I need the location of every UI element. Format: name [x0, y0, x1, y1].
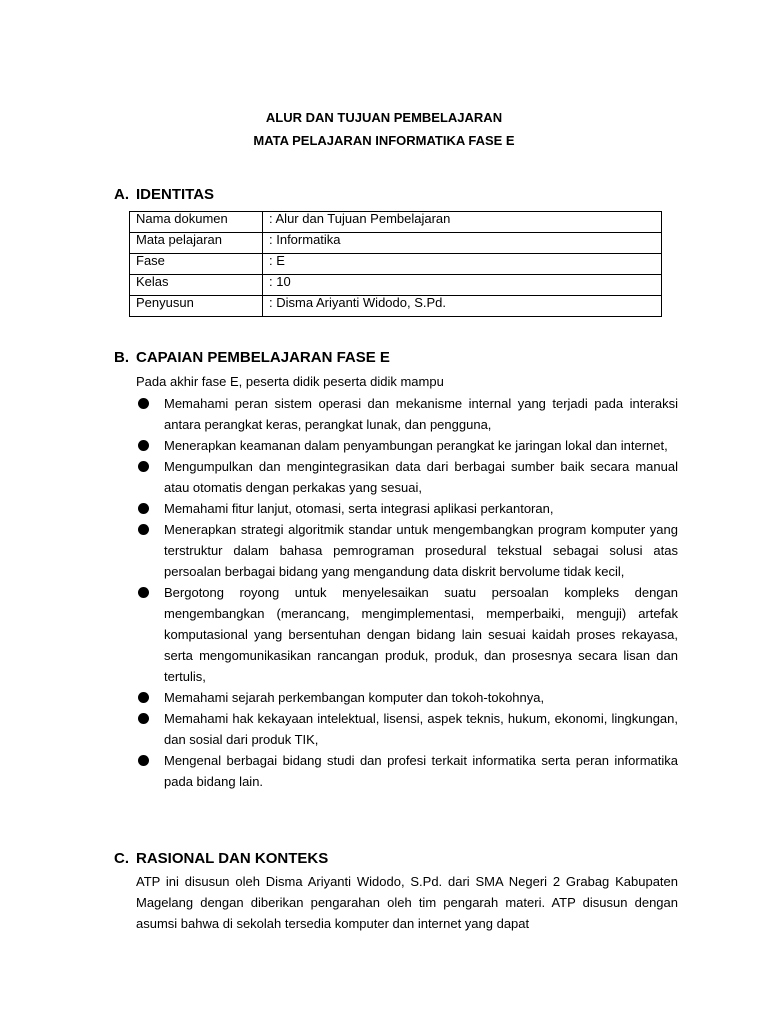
- list-item: [136, 708, 678, 750]
- section-b-letter: B.: [114, 349, 129, 366]
- list-item: [136, 393, 678, 435]
- bullet-icon: [138, 587, 149, 598]
- bullet-icon: [138, 755, 149, 766]
- table-row: [130, 233, 662, 254]
- identity-key: Penyusun: [130, 296, 263, 317]
- identity-value: : E: [263, 254, 662, 275]
- bullet-icon: [138, 692, 149, 703]
- section-c-letter: C.: [114, 850, 129, 867]
- list-item: [136, 750, 678, 792]
- section-b-intro: Pada akhir fase E, peserta didik peserta didik mampu: [136, 374, 444, 389]
- section-a-letter: A.: [114, 186, 129, 203]
- document-title-line-2: MATA PELAJARAN INFORMATIKA FASE E: [253, 133, 515, 148]
- list-item: [136, 435, 678, 456]
- list-item-text: Memahami sejarah perkembangan komputer dan tokoh-tokohnya,: [164, 690, 545, 705]
- section-b-heading: [114, 349, 390, 366]
- list-item-text: Memahami hak kekayaan intelektual, lisensi, aspek teknis, hukum, ekonomi, lingkungan, dan sosial dari produk TIK,: [164, 711, 678, 747]
- section-a-heading: [114, 186, 214, 203]
- table-row: [130, 296, 662, 317]
- list-item-text: Memahami peran sistem operasi dan mekanisme internal yang terjadi pada interaksi antara perangkat keras, perangkat lunak, dan pengguna,: [164, 396, 678, 432]
- table-row: [130, 254, 662, 275]
- identity-key: Nama dokumen: [130, 212, 263, 233]
- list-item-text: Menerapkan keamanan dalam penyambungan perangkat ke jaringan lokal dan internet,: [164, 438, 668, 453]
- bullet-icon: [138, 440, 149, 451]
- list-item: [136, 687, 678, 708]
- list-item: [136, 519, 678, 582]
- document-title-line-1: ALUR DAN TUJUAN PEMBELAJARAN: [265, 110, 503, 125]
- identity-value: : Informatika: [263, 233, 662, 254]
- section-b-title: CAPAIAN PEMBELAJARAN FASE E: [136, 349, 390, 366]
- list-item: [136, 456, 678, 498]
- list-item: [136, 498, 678, 519]
- identity-table: [129, 211, 662, 317]
- bullet-icon: [138, 503, 149, 514]
- bullet-icon: [138, 461, 149, 472]
- identity-key: Mata pelajaran: [130, 233, 263, 254]
- learning-outcomes-list: [136, 393, 678, 792]
- list-item: [136, 582, 678, 687]
- identity-key: Kelas: [130, 275, 263, 296]
- section-a-title: IDENTITAS: [136, 186, 215, 203]
- list-item-text: Menerapkan strategi algoritmik standar untuk mengembangkan program komputer yang terstruktur dalam bahasa pemrograman prosedural tekstual sebagai solusi atas persoalan berbagai bidang yang mengandung data diskrit bervolume tidak kecil,: [164, 522, 678, 579]
- list-item-text: Mengenal berbagai bidang studi dan profesi terkait informatika serta peran informatika pada bidang lain.: [164, 753, 678, 789]
- bullet-icon: [138, 524, 149, 535]
- identity-key: Fase: [130, 254, 263, 275]
- bullet-icon: [138, 398, 149, 409]
- list-item-text: Memahami fitur lanjut, otomasi, serta integrasi aplikasi perkantoran,: [164, 501, 554, 516]
- table-row: [130, 212, 662, 233]
- table-row: [130, 275, 662, 296]
- identity-value: : 10: [263, 275, 662, 296]
- identity-value: : Disma Ariyanti Widodo, S.Pd.: [263, 296, 662, 317]
- section-c-text: ATP ini disusun oleh Disma Ariyanti Widodo, S.Pd. dari SMA Negeri 2 Grabag Kabupaten Magelang dengan diberikan pengarahan oleh tim pengarah materi. ATP disusun dengan asumsi bahwa di sekolah tersedia komputer dan internet yang dapat: [136, 874, 678, 931]
- list-item-text: Bergotong royong untuk menyelesaikan suatu persoalan kompleks dengan mengembangkan (merancang, mengimplementasi, memperbaiki, menguji) artefak komputasional yang bersentuhan dengan bidang lain sesuai kaidah proses rekayasa, serta mengomunikasikan rancangan produk, produk, dan prosesnya secara lisan dan tertulis,: [164, 585, 678, 684]
- identity-value: : Alur dan Tujuan Pembelajaran: [263, 212, 662, 233]
- list-item-text: Mengumpulkan dan mengintegrasikan data dari berbagai sumber baik secara manual atau otomatis dengan perkakas yang sesuai,: [164, 459, 678, 495]
- section-c-title: RASIONAL DAN KONTEKS: [136, 850, 329, 867]
- bullet-icon: [138, 713, 149, 724]
- section-c-heading: [114, 850, 328, 867]
